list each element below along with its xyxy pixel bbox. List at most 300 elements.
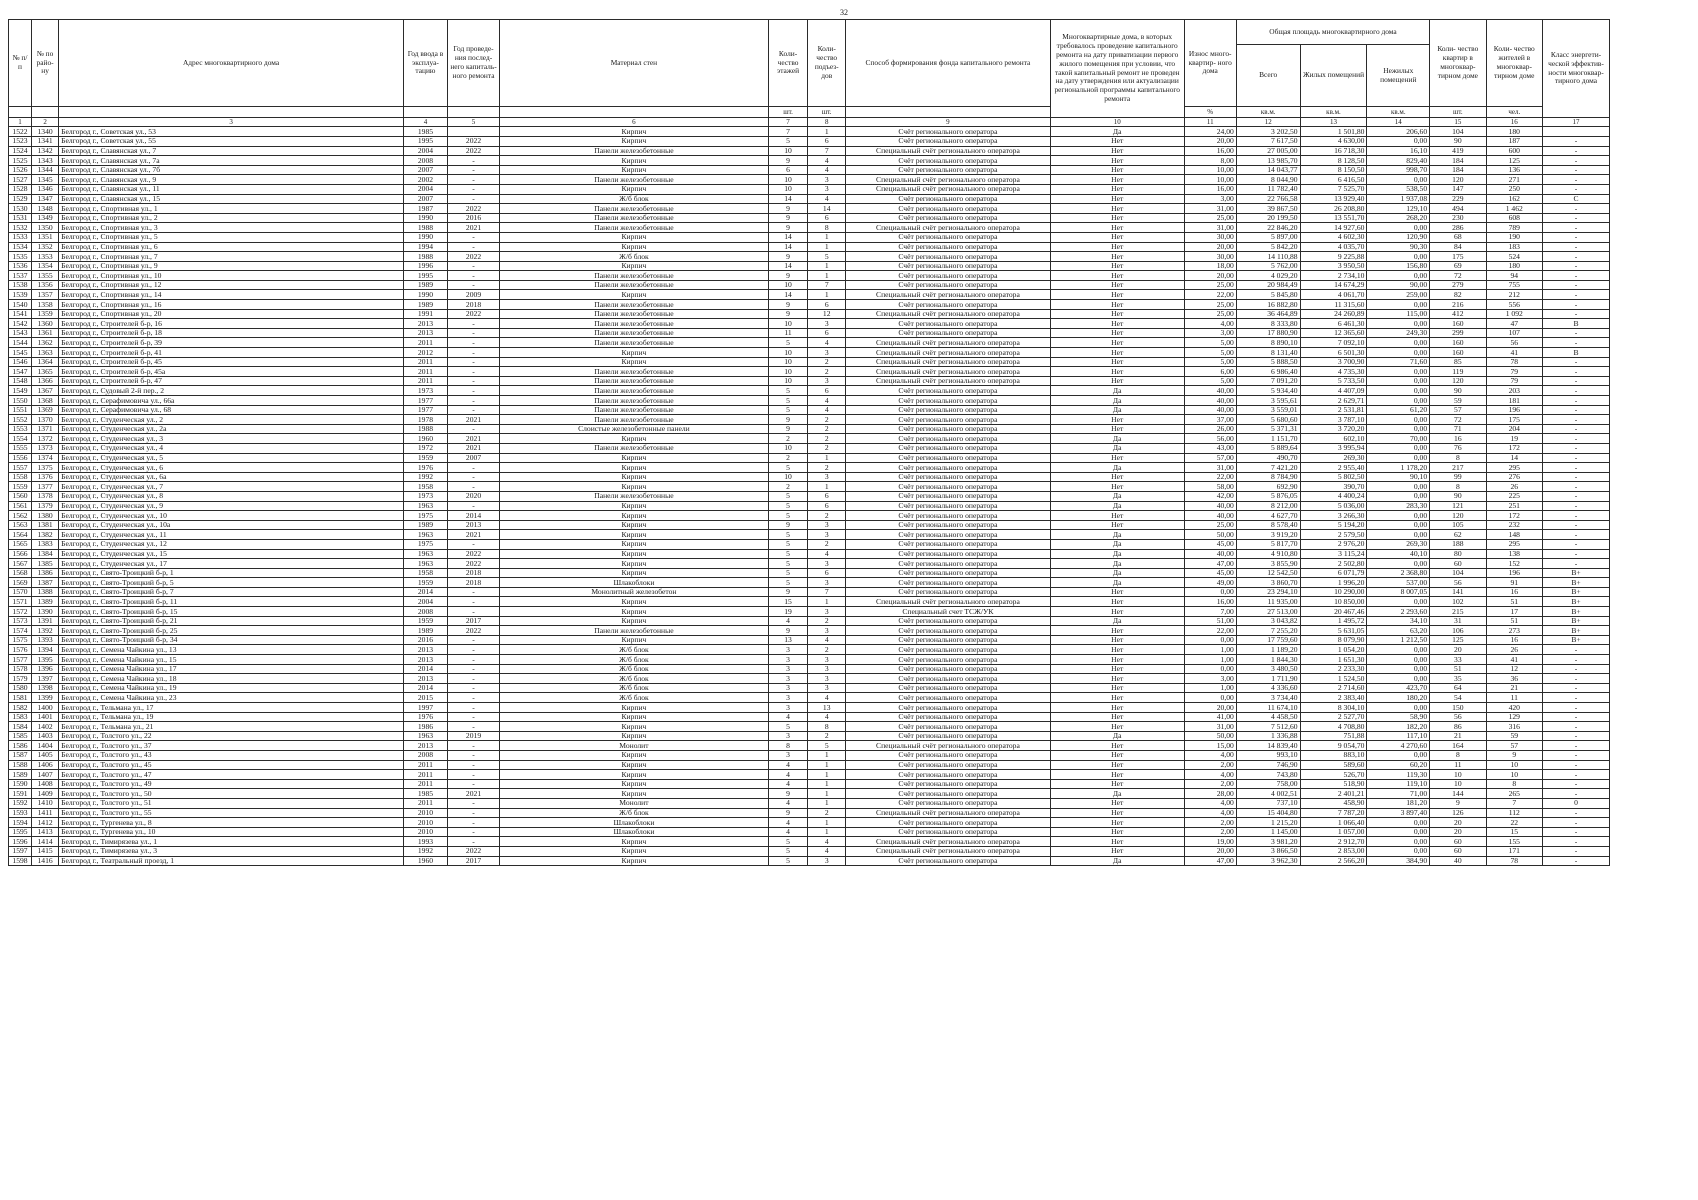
cell-row-number: 1566 xyxy=(9,549,32,559)
cell-floors: 3 xyxy=(768,750,808,760)
cell-last-repair-year: 2018 xyxy=(447,578,499,588)
cell-fund-method: Счёт регионального оператора xyxy=(846,204,1051,214)
table-row xyxy=(9,223,1610,233)
cell-area-living: 2 976,20 xyxy=(1300,539,1367,549)
cell-wear: 20,00 xyxy=(1184,703,1236,713)
cell-energy-class xyxy=(1542,127,1609,137)
cell-apartments: 160 xyxy=(1430,348,1486,358)
cell-row-number: 1522 xyxy=(9,127,32,137)
cell-address: Белгород г., Толстого ул., 22 xyxy=(59,731,404,741)
cell-address: Белгород г., Судовый 2-й пер., 2 xyxy=(59,386,404,396)
cell-wear: 16,00 xyxy=(1184,597,1236,607)
cell-energy-class: - xyxy=(1542,434,1609,444)
cell-repair-required: Нет xyxy=(1050,818,1184,828)
cell-wear: 58,00 xyxy=(1184,482,1236,492)
cell-year-built: 1978 xyxy=(404,415,448,425)
cell-district-number: 1411 xyxy=(31,808,58,818)
cell-repair-required: Да xyxy=(1050,463,1184,473)
cell-residents: 172 xyxy=(1486,443,1542,453)
cell-wear: 28,00 xyxy=(1184,789,1236,799)
cell-wall-material: Монолит xyxy=(500,741,769,751)
cell-last-repair-year: 2018 xyxy=(447,568,499,578)
cell-area-living: 7 525,70 xyxy=(1300,184,1367,194)
cell-energy-class: - xyxy=(1542,338,1609,348)
cell-floors: 9 xyxy=(768,300,808,310)
cell-area-nonliving: 90,00 xyxy=(1367,280,1430,290)
cell-district-number: 1414 xyxy=(31,837,58,847)
cell-energy-class: B+ xyxy=(1542,635,1609,645)
cell-year-built: 1972 xyxy=(404,443,448,453)
cell-address: Белгород г., Спортивная ул., 20 xyxy=(59,309,404,319)
cell-fund-method: Счёт регионального оператора xyxy=(846,261,1051,271)
cell-apartments: 104 xyxy=(1430,127,1486,137)
cell-area-nonliving: 63,20 xyxy=(1367,626,1430,636)
cell-area-living: 7 092,10 xyxy=(1300,338,1367,348)
table-row xyxy=(9,539,1610,549)
cell-last-repair-year: 2021 xyxy=(447,223,499,233)
cell-row-number: 1552 xyxy=(9,415,32,425)
cell-energy-class: - xyxy=(1542,463,1609,473)
cell-row-number: 1593 xyxy=(9,808,32,818)
cell-wall-material: Кирпич xyxy=(500,750,769,760)
cell-area-total: 14 110,88 xyxy=(1236,252,1300,262)
cell-row-number: 1592 xyxy=(9,798,32,808)
cell-energy-class: - xyxy=(1542,146,1609,156)
cell-last-repair-year: - xyxy=(447,156,499,166)
cell-entrances: 1 xyxy=(808,261,846,271)
cell-wear: 47,00 xyxy=(1184,856,1236,866)
cell-entrances: 6 xyxy=(808,136,846,146)
cell-residents: 265 xyxy=(1486,789,1542,799)
cell-fund-method: Счёт регионального оператора xyxy=(846,760,1051,770)
cell-residents: 57 xyxy=(1486,741,1542,751)
cell-wall-material: Кирпич xyxy=(500,731,769,741)
cell-year-built: 2014 xyxy=(404,664,448,674)
cell-repair-required: Нет xyxy=(1050,741,1184,751)
cell-wear: 40,00 xyxy=(1184,501,1236,511)
cell-last-repair-year: - xyxy=(447,741,499,751)
cell-residents: 22 xyxy=(1486,818,1542,828)
cell-wear: 24,00 xyxy=(1184,127,1236,137)
cell-entrances: 6 xyxy=(808,328,846,338)
cell-district-number: 1377 xyxy=(31,482,58,492)
cell-year-built: 1963 xyxy=(404,549,448,559)
cell-apartments: 20 xyxy=(1430,827,1486,837)
cell-entrances: 4 xyxy=(808,837,846,847)
cell-row-number: 1587 xyxy=(9,750,32,760)
cell-wall-material: Кирпич xyxy=(500,712,769,722)
cell-residents: 152 xyxy=(1486,559,1542,569)
cell-floors: 14 xyxy=(768,232,808,242)
cell-area-nonliving: 0,00 xyxy=(1367,319,1430,329)
cell-residents: 755 xyxy=(1486,280,1542,290)
cell-area-living: 2 955,40 xyxy=(1300,463,1367,473)
cell-area-nonliving: 0,00 xyxy=(1367,491,1430,501)
cell-residents: 225 xyxy=(1486,491,1542,501)
table-row xyxy=(9,655,1610,665)
cell-repair-required: Нет xyxy=(1050,597,1184,607)
cell-wear: 4,00 xyxy=(1184,770,1236,780)
cell-row-number: 1544 xyxy=(9,338,32,348)
cell-address: Белгород г., Советская ул., 53 xyxy=(59,127,404,137)
cell-address: Белгород г., Толстого ул., 55 xyxy=(59,808,404,818)
cell-area-living: 1 651,30 xyxy=(1300,655,1367,665)
cell-entrances: 6 xyxy=(808,386,846,396)
cell-area-nonliving: 0,00 xyxy=(1367,846,1430,856)
header-wall-material: Материал стен xyxy=(500,20,769,107)
unit-cell xyxy=(404,107,448,118)
unit-floors: шт. xyxy=(768,107,808,118)
cell-wall-material: Панели железобетонные xyxy=(500,626,769,636)
cell-area-living: 6 501,30 xyxy=(1300,348,1367,358)
cell-district-number: 1376 xyxy=(31,472,58,482)
register-sheet xyxy=(8,19,1610,866)
cell-repair-required: Нет xyxy=(1050,338,1184,348)
cell-energy-class: - xyxy=(1542,165,1609,175)
cell-wall-material: Кирпич xyxy=(500,568,769,578)
cell-year-built: 2016 xyxy=(404,635,448,645)
cell-district-number: 1400 xyxy=(31,703,58,713)
cell-residents: 51 xyxy=(1486,616,1542,626)
unit-cell xyxy=(9,107,32,118)
cell-area-nonliving: 538,50 xyxy=(1367,184,1430,194)
cell-row-number: 1583 xyxy=(9,712,32,722)
cell-last-repair-year: - xyxy=(447,664,499,674)
cell-district-number: 1387 xyxy=(31,578,58,588)
cell-entrances: 5 xyxy=(808,741,846,751)
cell-repair-required: Нет xyxy=(1050,837,1184,847)
cell-repair-required: Нет xyxy=(1050,683,1184,693)
cell-wall-material: Ж/б блок xyxy=(500,645,769,655)
cell-repair-required: Да xyxy=(1050,549,1184,559)
cell-area-living: 2 233,30 xyxy=(1300,664,1367,674)
cell-residents: 41 xyxy=(1486,655,1542,665)
cell-energy-class: C xyxy=(1542,194,1609,204)
cell-area-living: 6 416,50 xyxy=(1300,175,1367,185)
cell-last-repair-year: - xyxy=(447,357,499,367)
cell-residents: 94 xyxy=(1486,271,1542,281)
cell-apartments: 419 xyxy=(1430,146,1486,156)
cell-apartments: 104 xyxy=(1430,568,1486,578)
table-body xyxy=(9,127,1610,866)
cell-apartments: 126 xyxy=(1430,808,1486,818)
cell-area-total: 27 005,00 xyxy=(1236,146,1300,156)
cell-energy-class: - xyxy=(1542,683,1609,693)
cell-entrances: 1 xyxy=(808,789,846,799)
cell-fund-method: Счёт регионального оператора xyxy=(846,770,1051,780)
cell-wall-material: Ж/б блок xyxy=(500,655,769,665)
cell-apartments: 86 xyxy=(1430,722,1486,732)
cell-residents: 10 xyxy=(1486,760,1542,770)
cell-repair-required: Нет xyxy=(1050,482,1184,492)
cell-address: Белгород г., Серафимовича ул., 66а xyxy=(59,396,404,406)
cell-wear: 20,00 xyxy=(1184,136,1236,146)
table-row xyxy=(9,722,1610,732)
cell-area-total: 4 627,70 xyxy=(1236,511,1300,521)
cell-last-repair-year: 2021 xyxy=(447,443,499,453)
column-number: 3 xyxy=(59,118,404,127)
cell-area-total: 1 215,20 xyxy=(1236,818,1300,828)
cell-residents: 180 xyxy=(1486,127,1542,137)
cell-year-built: 2004 xyxy=(404,146,448,156)
table-row xyxy=(9,434,1610,444)
cell-wear: 10,00 xyxy=(1184,175,1236,185)
cell-area-nonliving: 61,20 xyxy=(1367,405,1430,415)
cell-area-living: 526,70 xyxy=(1300,770,1367,780)
cell-area-total: 4 458,50 xyxy=(1236,712,1300,722)
cell-area-nonliving: 1 178,20 xyxy=(1367,463,1430,473)
cell-district-number: 1340 xyxy=(31,127,58,137)
cell-entrances: 1 xyxy=(808,760,846,770)
cell-repair-required: Нет xyxy=(1050,290,1184,300)
cell-row-number: 1597 xyxy=(9,846,32,856)
cell-area-total: 14 043,77 xyxy=(1236,165,1300,175)
cell-floors: 3 xyxy=(768,664,808,674)
header-apartments: Коли- чество квартир в многоквар- тирном доме xyxy=(1430,20,1486,107)
cell-apartments: 8 xyxy=(1430,482,1486,492)
cell-repair-required: Нет xyxy=(1050,204,1184,214)
cell-area-living: 1 054,20 xyxy=(1300,645,1367,655)
cell-address: Белгород г., Строителей б-р, 45а xyxy=(59,367,404,377)
cell-wear: 40,00 xyxy=(1184,511,1236,521)
cell-last-repair-year: 2013 xyxy=(447,520,499,530)
cell-last-repair-year: - xyxy=(447,750,499,760)
cell-area-living: 2 383,40 xyxy=(1300,693,1367,703)
cell-last-repair-year: - xyxy=(447,635,499,645)
cell-entrances: 3 xyxy=(808,376,846,386)
column-number: 15 xyxy=(1430,118,1486,127)
cell-repair-required: Нет xyxy=(1050,184,1184,194)
cell-fund-method: Счёт регионального оператора xyxy=(846,539,1051,549)
cell-area-total: 16 882,80 xyxy=(1236,300,1300,310)
cell-residents: 11 xyxy=(1486,693,1542,703)
cell-wall-material: Кирпич xyxy=(500,607,769,617)
cell-year-built: 1960 xyxy=(404,434,448,444)
cell-address: Белгород г., Строителей б-р, 47 xyxy=(59,376,404,386)
cell-repair-required: Да xyxy=(1050,568,1184,578)
cell-wall-material: Панели железобетонные xyxy=(500,328,769,338)
cell-entrances: 2 xyxy=(808,808,846,818)
cell-energy-class: - xyxy=(1542,741,1609,751)
cell-floors: 4 xyxy=(768,770,808,780)
cell-year-built: 2014 xyxy=(404,683,448,693)
cell-fund-method: Счёт регионального оператора xyxy=(846,559,1051,569)
cell-district-number: 1364 xyxy=(31,357,58,367)
cell-year-built: 2011 xyxy=(404,779,448,789)
cell-floors: 5 xyxy=(768,856,808,866)
cell-repair-required: Нет xyxy=(1050,367,1184,377)
header-floors: Коли- чество этажей xyxy=(768,20,808,107)
column-number: 9 xyxy=(846,118,1051,127)
cell-fund-method: Счёт регионального оператора xyxy=(846,443,1051,453)
cell-row-number: 1533 xyxy=(9,232,32,242)
cell-address: Белгород г., Свято-Троицкий б-р, 34 xyxy=(59,635,404,645)
cell-entrances: 3 xyxy=(808,607,846,617)
cell-apartments: 10 xyxy=(1430,770,1486,780)
cell-area-living: 26 208,80 xyxy=(1300,204,1367,214)
cell-entrances: 6 xyxy=(808,213,846,223)
cell-area-living: 3 995,94 xyxy=(1300,443,1367,453)
cell-year-built: 1987 xyxy=(404,204,448,214)
table-row xyxy=(9,280,1610,290)
table-row xyxy=(9,463,1610,473)
cell-last-repair-year: - xyxy=(447,712,499,722)
unit-entrances: шт. xyxy=(808,107,846,118)
cell-year-built: 2013 xyxy=(404,319,448,329)
cell-apartments: 20 xyxy=(1430,818,1486,828)
cell-area-living: 518,90 xyxy=(1300,779,1367,789)
cell-residents: 12 xyxy=(1486,664,1542,674)
cell-fund-method: Специальный счёт регионального оператора xyxy=(846,348,1051,358)
cell-apartments: 184 xyxy=(1430,156,1486,166)
cell-apartments: 120 xyxy=(1430,376,1486,386)
cell-entrances: 1 xyxy=(808,818,846,828)
cell-district-number: 1412 xyxy=(31,818,58,828)
cell-wall-material: Кирпич xyxy=(500,722,769,732)
cell-area-nonliving: 2 368,80 xyxy=(1367,568,1430,578)
cell-residents: 295 xyxy=(1486,463,1542,473)
cell-row-number: 1557 xyxy=(9,463,32,473)
cell-last-repair-year: 2022 xyxy=(447,309,499,319)
cell-area-total: 3 595,61 xyxy=(1236,396,1300,406)
cell-address: Белгород г., Строителей б-р, 18 xyxy=(59,328,404,338)
cell-district-number: 1341 xyxy=(31,136,58,146)
cell-row-number: 1538 xyxy=(9,280,32,290)
cell-apartments: 82 xyxy=(1430,290,1486,300)
cell-area-nonliving: 0,00 xyxy=(1367,396,1430,406)
cell-wear: 25,00 xyxy=(1184,280,1236,290)
cell-district-number: 1355 xyxy=(31,271,58,281)
cell-area-living: 5 036,00 xyxy=(1300,501,1367,511)
cell-area-nonliving: 1 937,08 xyxy=(1367,194,1430,204)
cell-residents: 250 xyxy=(1486,184,1542,194)
cell-area-living: 1 066,40 xyxy=(1300,818,1367,828)
cell-entrances: 2 xyxy=(808,357,846,367)
cell-apartments: 144 xyxy=(1430,789,1486,799)
cell-area-total: 1 844,30 xyxy=(1236,655,1300,665)
cell-area-living: 3 950,50 xyxy=(1300,261,1367,271)
cell-floors: 4 xyxy=(768,818,808,828)
cell-residents: 204 xyxy=(1486,424,1542,434)
cell-last-repair-year: 2021 xyxy=(447,789,499,799)
cell-year-built: 1988 xyxy=(404,223,448,233)
cell-area-total: 13 985,70 xyxy=(1236,156,1300,166)
cell-residents: 10 xyxy=(1486,770,1542,780)
cell-energy-class: - xyxy=(1542,722,1609,732)
cell-row-number: 1586 xyxy=(9,741,32,751)
cell-energy-class: - xyxy=(1542,261,1609,271)
cell-district-number: 1347 xyxy=(31,194,58,204)
column-number: 10 xyxy=(1050,118,1184,127)
cell-address: Белгород г., Студенческая ул., 6а xyxy=(59,472,404,482)
cell-floors: 2 xyxy=(768,453,808,463)
cell-residents: 8 xyxy=(1486,779,1542,789)
cell-last-repair-year: 2022 xyxy=(447,559,499,569)
cell-area-nonliving: 0,00 xyxy=(1367,645,1430,655)
table-row xyxy=(9,664,1610,674)
cell-apartments: 16 xyxy=(1430,434,1486,444)
cell-apartments: 85 xyxy=(1430,357,1486,367)
cell-floors: 6 xyxy=(768,165,808,175)
cell-floors: 4 xyxy=(768,779,808,789)
cell-address: Белгород г., Семена Чайкина ул., 15 xyxy=(59,655,404,665)
cell-energy-class: - xyxy=(1542,309,1609,319)
table-row xyxy=(9,213,1610,223)
cell-row-number: 1578 xyxy=(9,664,32,674)
cell-area-total: 17 880,90 xyxy=(1236,328,1300,338)
table-row xyxy=(9,808,1610,818)
cell-area-total: 1 711,90 xyxy=(1236,674,1300,684)
cell-area-total: 3 202,50 xyxy=(1236,127,1300,137)
unit-cell xyxy=(59,107,404,118)
cell-entrances: 2 xyxy=(808,424,846,434)
cell-address: Белгород г., Толстого ул., 47 xyxy=(59,770,404,780)
header-wear: Износ много- квартир- ного дома xyxy=(1184,20,1236,107)
cell-fund-method: Счёт регионального оператора xyxy=(846,779,1051,789)
cell-last-repair-year: - xyxy=(447,175,499,185)
cell-area-total: 11 782,40 xyxy=(1236,184,1300,194)
cell-apartments: 10 xyxy=(1430,779,1486,789)
cell-address: Белгород г., Свято-Троицкий б-р, 21 xyxy=(59,616,404,626)
cell-wall-material: Панели железобетонные xyxy=(500,443,769,453)
cell-wear: 5,00 xyxy=(1184,376,1236,386)
cell-address: Белгород г., Спортивная ул., 14 xyxy=(59,290,404,300)
cell-repair-required: Нет xyxy=(1050,750,1184,760)
cell-area-nonliving: 829,40 xyxy=(1367,156,1430,166)
cell-year-built: 1960 xyxy=(404,856,448,866)
cell-year-built: 2010 xyxy=(404,827,448,837)
cell-address: Белгород г., Толстого ул., 51 xyxy=(59,798,404,808)
cell-row-number: 1569 xyxy=(9,578,32,588)
table-row xyxy=(9,415,1610,425)
cell-energy-class: - xyxy=(1542,453,1609,463)
cell-repair-required: Нет xyxy=(1050,674,1184,684)
cell-energy-class: - xyxy=(1542,290,1609,300)
cell-apartments: 120 xyxy=(1430,511,1486,521)
cell-address: Белгород г., Спортивная ул., 5 xyxy=(59,232,404,242)
cell-area-living: 13 929,40 xyxy=(1300,194,1367,204)
cell-entrances: 3 xyxy=(808,626,846,636)
cell-apartments: 184 xyxy=(1430,165,1486,175)
cell-address: Белгород г., Студенческая ул., 15 xyxy=(59,549,404,559)
cell-last-repair-year: - xyxy=(447,655,499,665)
cell-residents: 79 xyxy=(1486,376,1542,386)
cell-wear: 7,00 xyxy=(1184,607,1236,617)
cell-wear: 2,00 xyxy=(1184,827,1236,837)
table-row xyxy=(9,271,1610,281)
cell-year-built: 1973 xyxy=(404,491,448,501)
cell-wear: 26,00 xyxy=(1184,424,1236,434)
cell-district-number: 1413 xyxy=(31,827,58,837)
cell-year-built: 2011 xyxy=(404,760,448,770)
cell-area-total: 12 542,50 xyxy=(1236,568,1300,578)
cell-year-built: 1977 xyxy=(404,396,448,406)
cell-entrances: 3 xyxy=(808,175,846,185)
cell-wall-material: Кирпич xyxy=(500,136,769,146)
cell-wall-material: Шлакоблоки xyxy=(500,818,769,828)
cell-floors: 10 xyxy=(768,175,808,185)
cell-row-number: 1579 xyxy=(9,674,32,684)
cell-wear: 10,00 xyxy=(1184,165,1236,175)
cell-fund-method: Счёт регионального оператора xyxy=(846,501,1051,511)
table-row xyxy=(9,348,1610,358)
cell-last-repair-year: - xyxy=(447,827,499,837)
cell-floors: 8 xyxy=(768,741,808,751)
cell-floors: 5 xyxy=(768,405,808,415)
cell-wear: 3,00 xyxy=(1184,674,1236,684)
cell-entrances: 4 xyxy=(808,156,846,166)
cell-wear: 2,00 xyxy=(1184,818,1236,828)
